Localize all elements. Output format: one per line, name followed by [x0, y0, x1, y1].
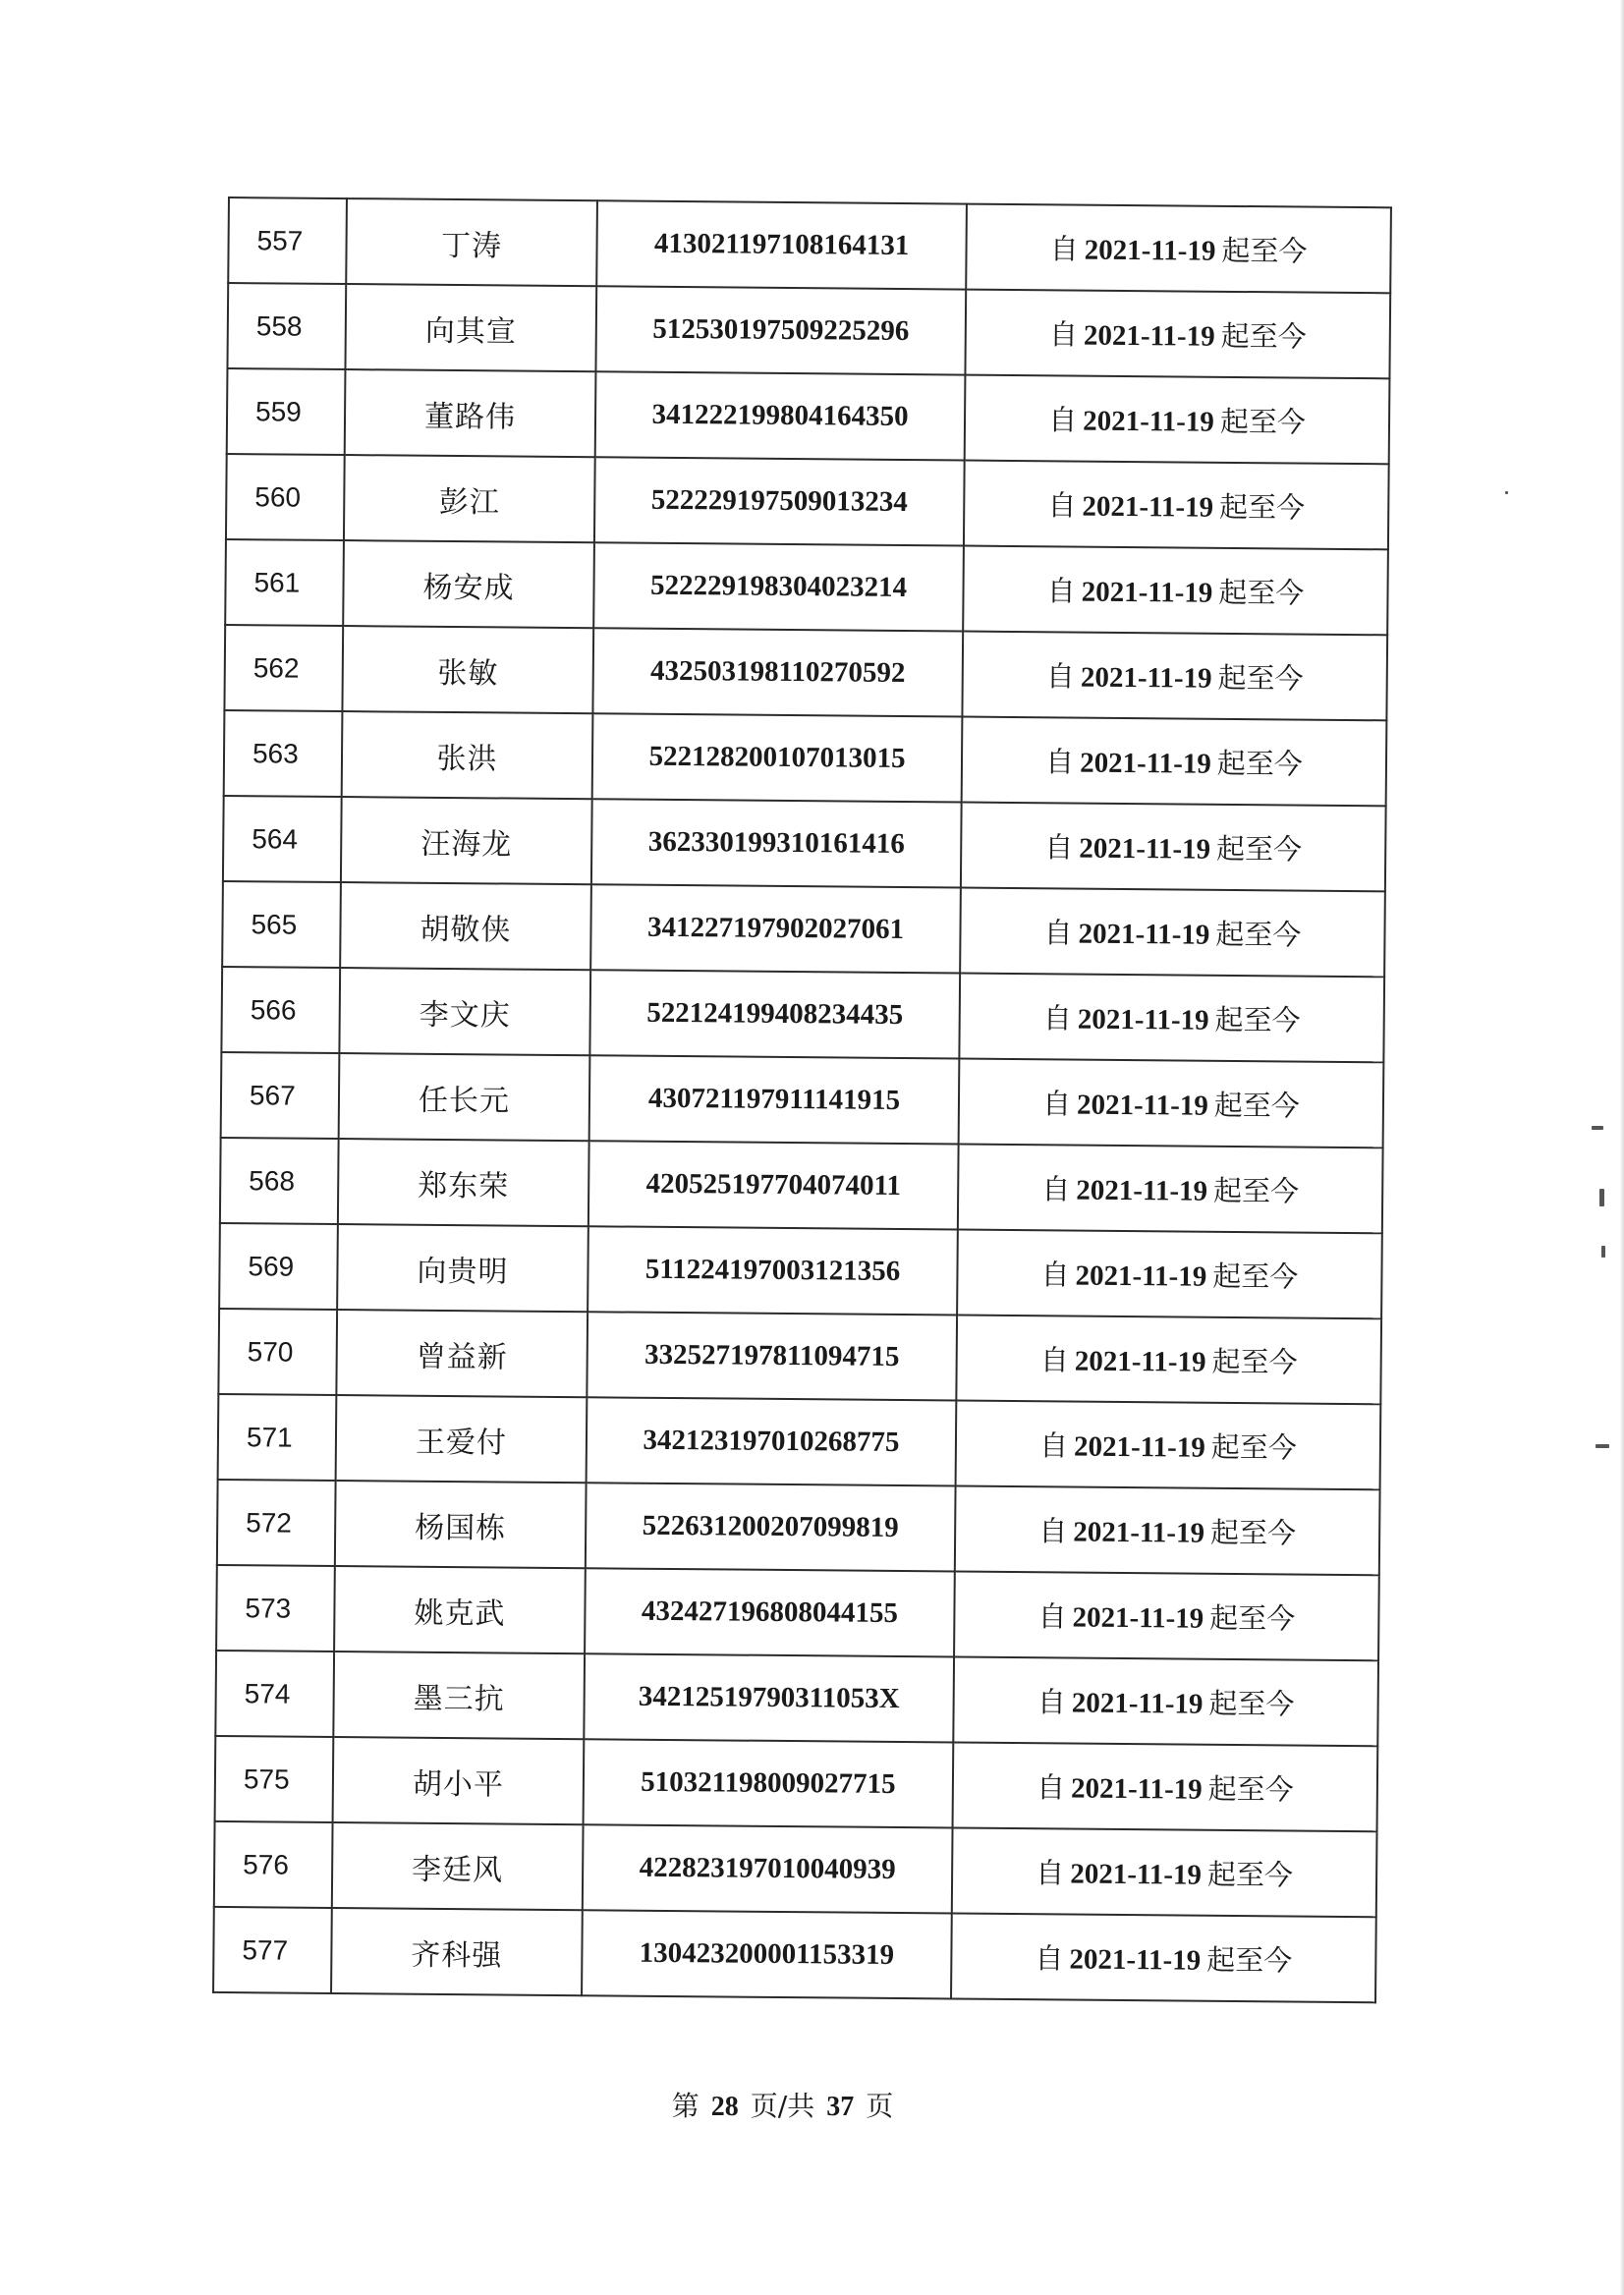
person-name: 任长元 — [339, 1053, 590, 1141]
period-from-label: 自 — [1048, 403, 1078, 437]
row-number: 568 — [220, 1138, 339, 1224]
person-name: 王爱付 — [336, 1395, 588, 1483]
validity-period — [963, 546, 1388, 636]
period-start-date: 2021-11-19 — [1076, 1089, 1208, 1122]
validity-period — [962, 717, 1387, 807]
period-from-label: 自 — [1042, 1001, 1073, 1036]
person-name: 杨安成 — [343, 540, 594, 628]
id-number: 362330199310161416 — [591, 799, 962, 887]
period-from-label: 自 — [1047, 488, 1077, 523]
row-number: 574 — [215, 1651, 334, 1737]
roster-table — [212, 196, 1392, 2003]
scan-artifact — [1505, 491, 1508, 494]
row-number: 577 — [213, 1907, 332, 1993]
row-number: 557 — [228, 197, 347, 284]
period-to-label: 起至今 — [1217, 660, 1304, 696]
validity-period — [955, 1486, 1380, 1576]
id-number: 522631200207099819 — [586, 1483, 956, 1571]
id-number: 430721197911141915 — [589, 1055, 960, 1144]
validity-period — [956, 1401, 1381, 1490]
table-row — [223, 796, 1386, 891]
footer-total-pages: 37 — [826, 2092, 855, 2122]
period-start-date: 2021-11-19 — [1070, 1772, 1203, 1806]
period-to-label: 起至今 — [1211, 1344, 1298, 1379]
footer-page-number: 28 — [710, 2092, 739, 2122]
validity-period — [966, 204, 1391, 294]
scan-artifact — [1601, 1246, 1605, 1258]
table-row — [215, 1736, 1378, 1831]
period-start-date: 2021-11-19 — [1074, 1345, 1206, 1378]
table-row — [219, 1223, 1382, 1318]
row-number: 571 — [218, 1394, 337, 1481]
period-start-date: 2021-11-19 — [1073, 1430, 1205, 1464]
id-number: 512530197509225296 — [595, 286, 966, 374]
period-start-date: 2021-11-19 — [1083, 319, 1215, 353]
period-from-label: 自 — [1038, 1514, 1068, 1548]
validity-period — [962, 632, 1387, 721]
table-row — [227, 283, 1390, 378]
period-start-date: 2021-11-19 — [1084, 234, 1216, 267]
person-name: 齐科强 — [331, 1908, 583, 1995]
table-row — [220, 1138, 1383, 1233]
person-name: 郑东荣 — [338, 1139, 589, 1226]
row-number: 576 — [214, 1821, 333, 1908]
period-start-date: 2021-11-19 — [1072, 1601, 1204, 1635]
id-number: 342123197010268775 — [587, 1397, 957, 1485]
period-from-label: 自 — [1036, 1685, 1066, 1719]
page-footer — [0, 2085, 1595, 2124]
scan-artifact — [1592, 1126, 1603, 1130]
id-number: 341227197902027061 — [590, 884, 961, 973]
period-to-label: 起至今 — [1218, 489, 1306, 525]
period-start-date: 2021-11-19 — [1079, 832, 1211, 866]
period-to-label: 起至今 — [1215, 917, 1302, 952]
period-to-label: 起至今 — [1214, 1002, 1301, 1037]
table-row — [213, 1907, 1376, 2002]
period-start-date: 2021-11-19 — [1076, 1174, 1208, 1207]
person-name: 向其宣 — [345, 284, 596, 371]
period-start-date: 2021-11-19 — [1080, 747, 1211, 780]
period-from-label: 自 — [1041, 1172, 1071, 1206]
period-start-date: 2021-11-19 — [1078, 918, 1210, 951]
table-row — [216, 1565, 1379, 1660]
row-number: 573 — [216, 1565, 335, 1651]
id-number: 432503198110270592 — [592, 628, 963, 716]
row-number: 575 — [215, 1736, 334, 1822]
validity-period — [956, 1315, 1381, 1405]
person-name: 丁涛 — [346, 198, 597, 286]
period-start-date: 2021-11-19 — [1071, 1687, 1204, 1720]
id-number: 34212519790311053X — [584, 1653, 954, 1742]
person-name: 彭江 — [344, 455, 595, 542]
period-to-label: 起至今 — [1209, 1515, 1297, 1550]
table-row — [224, 710, 1387, 806]
id-number: 522229197509013234 — [594, 457, 965, 545]
period-from-label: 自 — [1045, 659, 1076, 694]
period-to-label: 起至今 — [1208, 1686, 1295, 1721]
scan-artifact — [1599, 1189, 1604, 1206]
id-number: 420525197704074011 — [588, 1141, 959, 1229]
table-row — [218, 1309, 1381, 1404]
validity-period — [951, 1913, 1376, 2002]
period-to-label: 起至今 — [1209, 1600, 1296, 1636]
table-row — [221, 1052, 1384, 1148]
period-from-label: 自 — [1040, 1258, 1070, 1292]
row-number: 558 — [227, 283, 346, 369]
table-row — [221, 967, 1384, 1062]
person-name: 李文庆 — [339, 968, 590, 1055]
period-start-date: 2021-11-19 — [1081, 576, 1213, 609]
period-start-date: 2021-11-19 — [1082, 490, 1214, 524]
period-start-date: 2021-11-19 — [1069, 1943, 1202, 1977]
footer-suffix: 页 — [866, 2090, 894, 2122]
person-name: 墨三抗 — [333, 1651, 585, 1739]
period-from-label: 自 — [1043, 916, 1073, 950]
validity-period — [953, 1743, 1378, 1832]
table-row — [215, 1651, 1378, 1746]
period-to-label: 起至今 — [1210, 1429, 1297, 1465]
row-number: 567 — [221, 1052, 340, 1139]
period-from-label: 自 — [1036, 1770, 1066, 1805]
period-start-date: 2021-11-19 — [1073, 1516, 1205, 1549]
footer-prefix: 第 — [671, 2090, 700, 2122]
period-to-label: 起至今 — [1207, 1771, 1294, 1807]
validity-period — [959, 974, 1384, 1063]
roster-table-wrapper — [212, 196, 1390, 2003]
table-row — [227, 368, 1390, 464]
scan-artifact — [1596, 1444, 1609, 1448]
period-to-label: 起至今 — [1212, 1259, 1299, 1294]
period-to-label: 起至今 — [1213, 1088, 1300, 1123]
person-name: 张洪 — [342, 711, 593, 799]
validity-period — [960, 888, 1385, 978]
row-number: 570 — [218, 1309, 337, 1395]
row-number: 563 — [224, 710, 343, 797]
person-name: 胡小平 — [333, 1737, 585, 1824]
person-name: 杨国栋 — [335, 1481, 587, 1568]
period-from-label: 自 — [1044, 830, 1074, 865]
roster-table-body — [213, 197, 1391, 2002]
person-name: 李廷风 — [332, 1822, 584, 1910]
row-number: 566 — [221, 967, 340, 1053]
id-number: 522128200107013015 — [592, 713, 963, 802]
period-to-label: 起至今 — [1218, 575, 1305, 610]
period-from-label: 自 — [1038, 1428, 1069, 1463]
validity-period — [958, 1145, 1383, 1234]
person-name: 曾益新 — [336, 1310, 588, 1397]
id-number: 522229198304023214 — [593, 542, 964, 631]
period-to-label: 起至今 — [1221, 233, 1308, 268]
period-start-date: 2021-11-19 — [1083, 405, 1215, 438]
table-row — [217, 1480, 1380, 1575]
table-row — [214, 1821, 1377, 1917]
row-number: 560 — [226, 454, 345, 540]
person-name: 向贵明 — [337, 1224, 588, 1312]
id-number: 432427196808044155 — [585, 1568, 955, 1656]
period-start-date: 2021-11-19 — [1075, 1259, 1207, 1293]
table-row — [218, 1394, 1381, 1489]
period-to-label: 起至今 — [1219, 404, 1307, 439]
person-name: 姚克武 — [334, 1566, 586, 1653]
period-from-label: 自 — [1048, 317, 1079, 352]
validity-period — [959, 1059, 1384, 1148]
period-from-label: 自 — [1037, 1599, 1067, 1634]
table-row — [224, 625, 1387, 720]
row-number: 565 — [222, 881, 341, 968]
validity-period — [954, 1572, 1379, 1661]
period-to-label: 起至今 — [1220, 318, 1307, 354]
id-number: 130423200001153319 — [582, 1910, 952, 1998]
period-from-label: 自 — [1041, 1087, 1072, 1121]
table-row — [226, 454, 1389, 549]
person-name: 胡敬侠 — [340, 882, 591, 970]
table-row — [228, 197, 1391, 293]
period-from-label: 自 — [1046, 574, 1076, 608]
row-number: 569 — [219, 1223, 338, 1310]
id-number: 422823197010040939 — [583, 1824, 953, 1913]
row-number: 561 — [225, 539, 344, 626]
validity-period — [957, 1230, 1382, 1319]
period-to-label: 起至今 — [1212, 1173, 1300, 1208]
id-number: 332527197811094715 — [587, 1312, 957, 1400]
table-row — [225, 539, 1388, 635]
validity-period — [965, 290, 1390, 379]
period-from-label: 自 — [1039, 1343, 1069, 1377]
period-from-label: 自 — [1035, 1941, 1064, 1976]
period-start-date: 2021-11-19 — [1077, 1003, 1209, 1036]
validity-period — [952, 1827, 1377, 1917]
footer-middle: 页/共 — [750, 2090, 815, 2122]
id-number: 522124199408234435 — [589, 970, 960, 1058]
validity-period — [953, 1657, 1378, 1747]
id-number: 413021197108164131 — [596, 200, 967, 289]
period-start-date: 2021-11-19 — [1080, 661, 1212, 695]
validity-period — [961, 803, 1386, 892]
period-to-label: 起至今 — [1206, 1857, 1294, 1892]
period-start-date: 2021-11-19 — [1070, 1858, 1203, 1891]
period-to-label: 起至今 — [1206, 1942, 1293, 1978]
validity-period — [965, 375, 1390, 465]
table-row — [222, 881, 1385, 977]
person-name: 张敏 — [342, 626, 593, 713]
period-to-label: 起至今 — [1215, 831, 1303, 867]
row-number: 559 — [227, 368, 346, 455]
period-from-label: 自 — [1036, 1856, 1065, 1890]
id-number: 341222199804164350 — [595, 371, 966, 460]
id-number: 511224197003121356 — [588, 1226, 958, 1315]
row-number: 572 — [217, 1480, 336, 1566]
period-from-label: 自 — [1044, 745, 1075, 779]
period-from-label: 自 — [1049, 232, 1079, 266]
page-edge — [1620, 0, 1624, 2295]
id-number: 510321198009027715 — [584, 1739, 954, 1827]
validity-period — [964, 461, 1389, 550]
row-number: 564 — [223, 796, 342, 882]
person-name: 董路伟 — [345, 369, 596, 457]
row-number: 562 — [224, 625, 343, 711]
period-to-label: 起至今 — [1216, 746, 1304, 781]
person-name: 汪海龙 — [341, 797, 592, 884]
